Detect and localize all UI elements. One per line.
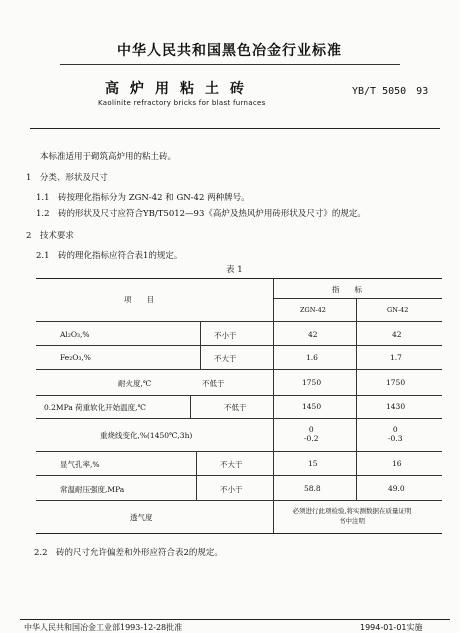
title-rule — [30, 128, 440, 129]
value-gn: 16 — [392, 459, 402, 468]
row-label: 0.2MPa 荷重软化开始温度,℃ — [44, 403, 146, 412]
standard-code: YB/T 5050 93 — [352, 86, 429, 97]
clause-1-1: 1.1 砖按理化指标分为 ZGN-42 和 GN-42 两种牌号。 — [36, 193, 250, 203]
row-condition: 不大于 — [214, 354, 237, 363]
value-gn: 1750 — [386, 378, 406, 387]
value-zgn: 15 — [308, 459, 318, 468]
clause-2-2: 2.2 砖的尺寸允许偏差和外形应符合表2的规定。 — [34, 548, 223, 558]
value-zgn: 0 -0.2 — [304, 425, 319, 443]
value-zgn: 1.6 — [306, 353, 318, 362]
value-zgn: 1750 — [302, 378, 322, 387]
header-rule — [60, 64, 400, 65]
section1-heading: 1 分类、形状及尺寸 — [26, 173, 108, 183]
row-condition: 不大于 — [220, 460, 243, 469]
row-label: 耐火度,℃ — [118, 379, 152, 388]
document-title: 高炉用粘土砖 — [105, 81, 255, 97]
value-gn: 42 — [392, 330, 402, 339]
col-header-index: 指 标 — [332, 285, 362, 294]
row-label: 重烧线变化,%(1450℃,3h) — [100, 431, 193, 440]
value-gn: 1430 — [386, 402, 406, 411]
row-label: 透气度 — [130, 513, 153, 522]
english-subtitle: Kaolinite refractory bricks for blast furnaces — [98, 99, 266, 107]
value-gn: 1.7 — [390, 353, 402, 362]
col-header-item: 项 目 — [124, 295, 154, 304]
row-label: 常温耐压强度,MPa — [60, 485, 125, 494]
table-caption: 表 1 — [226, 265, 243, 275]
clause-1-2: 1.2 砖的形状及尺寸应符合YB/T5012—93《高炉及热风炉用砖形状及尺寸》的规定。 — [36, 209, 366, 219]
standard-header: 中华人民共和国黑色冶金行业标准 — [117, 43, 342, 59]
row-label: Al₂O₃,% — [60, 330, 90, 339]
intro-paragraph: 本标准适用于砌筑高炉用的粘土砖。 — [40, 152, 177, 162]
value-zgn: 42 — [308, 330, 318, 339]
row-condition: 不低于 — [224, 403, 247, 412]
value-zgn: 58.8 — [304, 484, 321, 493]
value-gn: 49.0 — [388, 484, 405, 493]
value-gn: 0 -0.3 — [388, 425, 403, 443]
col-header-zgn42: ZGN-42 — [300, 306, 326, 314]
row-condition: 不小于 — [220, 485, 243, 494]
row-label: 显气孔率,% — [60, 460, 100, 469]
col-header-gn42: GN-42 — [387, 306, 409, 314]
row-label: Fe₂O₃,% — [60, 353, 91, 362]
footer-rule — [20, 619, 450, 620]
clause-2-1: 2.1 砖的理化指标应符合表1的规定。 — [36, 251, 183, 261]
value-zgn: 1450 — [302, 402, 322, 411]
row-condition: 不小于 — [214, 331, 237, 340]
value-note: 必须进行此项检验,将实测数据在质量证明书中注明 — [292, 507, 412, 525]
row-condition: 不低于 — [202, 379, 225, 388]
approval-note: 中华人民共和国冶金工业部1993-12-28批准 — [24, 623, 183, 632]
implementation-date: 1994-01-01实施 — [360, 623, 423, 632]
section2-heading: 2 技术要求 — [26, 231, 74, 241]
